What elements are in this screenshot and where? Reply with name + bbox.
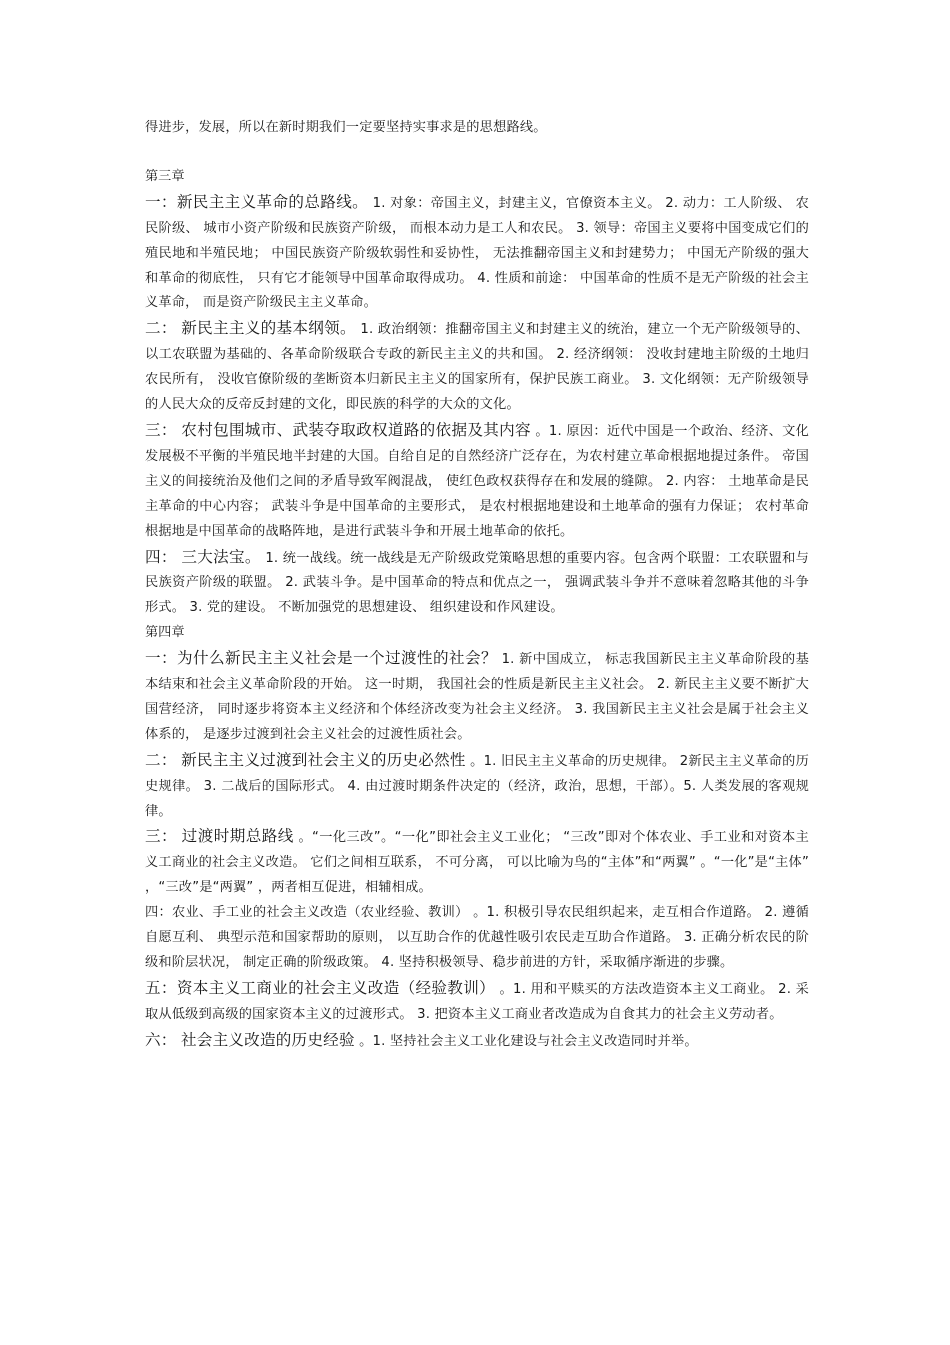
section-body: 。“一化三改”。“一化”即社会主义工业化； “三改”即对个体农业、手工业和对资本主义工商业的社会主义改造。 它们之间相互联系， 不可分离， 可以比喻为鸟的“主体”和“两翼” 。“一化”是“主体” ，“三改”是“两翼” ，两者相互促进，相辅相成。 [145,830,809,896]
section-body: 1. 统一战线。统一战线是无产阶级政党策略思想的重要内容。包含两个联盟：工农联盟和与民族资产阶级的联盟。 2. 武装斗争。是中国革命的特点和优点之一， 强调武装斗争并不意味着忽略其他的斗争形式。 3. 党的建设。 不断加强党的思想建设、 组织建设和作风建设。 [145,550,809,616]
section-label: 二： [145,319,177,338]
section-label: 三： [145,420,177,439]
intro-paragraph: 得进步，发展，所以在新时期我们一定要坚持实事求是的思想路线。 [145,120,547,135]
section-body: 。1. 积极引导农民组织起来，走互相合作道路。 2. 遵循自愿互利、 典型示范和国家帮助的原则， 以互助合作的优越性吸引农民走互助合作道路。 3. 正确分析农民的阶级和阶层状况， 制定正确的阶级政策。 4. 坚持积极领导、稳步前进的方针，采取循序渐进的步骤。 [145,905,809,970]
section-heading: 社会主义改造的历史经验 [181,1030,355,1049]
chapter-4-title: 第四章 [145,625,185,641]
section-heading: 农业、手工业的社会主义改造（农业经验、教训） [171,905,469,921]
chapter-3-section-4 [145,545,809,622]
section-heading: 为什么新民主主义社会是一个过渡性的社会？ [177,649,497,668]
section-body: 1. 对象：帝国主义，封建主义，官僚资本主义。 2. 动力：工人阶级、 农民阶级、 城市小资产阶级和民族资产阶级， 而根本动力是工人和农民。 3. 领导：帝国主义要将中国变成它们的殖民地和半殖民地； 中国民族资产阶级软弱性和妥协性， 无法推翻帝国主义和封建势力； 中国无产阶级的强大和革命的彻底性， 只有它才能领导中国革命取得成功。 4. 性质和前途： 中国革命的性质不是无产阶级的社会主义革命， 而是资产阶级民主主义革命。 [145,195,809,311]
chapter-3-section-2 [145,316,809,418]
section-label: 一： [145,649,177,668]
chapter-4-section-1 [145,646,809,748]
section-heading: 资本主义工商业的社会主义改造（经验教训） [176,978,496,997]
section-heading: 农村包围城市、武装夺取政权道路的依据及其内容 [181,420,531,439]
section-body: 。1. 原因：近代中国是一个政治、经济、文化发展极不平衡的半殖民地半封建的大国。自给自足的自然经济广泛存在，为农村建立革命根据地提过条件。 帝国主义的间接统治及他们之间的矛盾导致军阀混战， 使红色政权获得存在和发展的缝隙。 2. 内容： 土地革命是民主革命的中心内容； 武装斗争是中国革命的主要形式， 是农村根据地建设和土地革命的强有力保证； 农村革命根据地是中国革命的战略阵地，是进行武装斗争和开展土地革命的依托。 [145,423,809,539]
section-label: 六： [145,1030,177,1049]
chapter-3-section-3 [145,418,809,545]
section-body: 。1. 坚持社会主义工业化建设与社会主义改造同时并举。 [359,1033,698,1049]
section-heading: 新民主主义的基本纲领。 [181,319,356,338]
section-body: 。1. 用和平赎买的方法改造资本主义工商业。 2. 采取从低级到高级的国家资本主义的过渡形式。 3. 把资本主义工商业者改造成为自食其力的社会主义劳动者。 [145,981,809,1022]
section-heading: 三大法宝。 [181,547,261,566]
section-label: 二： [145,750,177,769]
chapter-4-section-2 [145,748,809,825]
section-heading: 新民主主义革命的总路线。 [176,192,369,211]
section-heading: 过渡时期总路线 [181,827,294,846]
section-label: 五： [145,978,177,997]
chapter-3-section-1 [145,190,809,317]
section-heading: 新民主主义过渡到社会主义的历史必然性 [181,750,466,769]
section-body: 1. 政治纲领：推翻帝国主义和封建主义的统治，建立一个无产阶级领导的、以工农联盟为基础的、各革命阶级联合专政的新民主主义的共和国。 2. 经济纲领： 没收封建地主阶级的土地归农民所有， 没收官僚阶级的垄断资本归新民主主义的国家所有，保护民族工商业。 3. 文化纲领：无产阶级领导的人民大众的反帝反封建的文化，即民族的科学的大众的文化。 [145,322,809,413]
document-content [145,116,809,1055]
section-label: 四： [145,905,172,921]
section-label: 三： [145,827,178,846]
chapter-4-section-3 [145,824,809,901]
section-body: 1. 新中国成立， 标志我国新民主主义革命阶段的基本结束和社会主义革命阶段的开始。 这一时期， 我国社会的性质是新民主主义社会。 2. 新民主主义要不断扩大国营经济， 同时逐步将资本主义经济和个体经济改变为社会主义经济。 3. 我国新民主主义社会是属于社会主义体系的， 是逐步过渡到社会主义社会的过渡性质社会。 [145,652,809,742]
chapter-4-section-4 [145,901,809,976]
section-body: 。1. 旧民主主义革命的历史规律。 2新民主主义革命的历史规律。 3. 二战后的国际形式。 4. 由过渡时期条件决定的（经济，政治，思想，干部）。5. 人类发展的客观规律。 [145,753,809,819]
chapter-3-title: 第三章 [145,168,185,184]
chapter-4-section-5 [145,976,809,1028]
section-label: 四： [145,547,177,566]
section-label: 一： [145,192,177,211]
paragraph-gap [145,141,809,165]
chapter-4-section-6 [145,1028,809,1055]
